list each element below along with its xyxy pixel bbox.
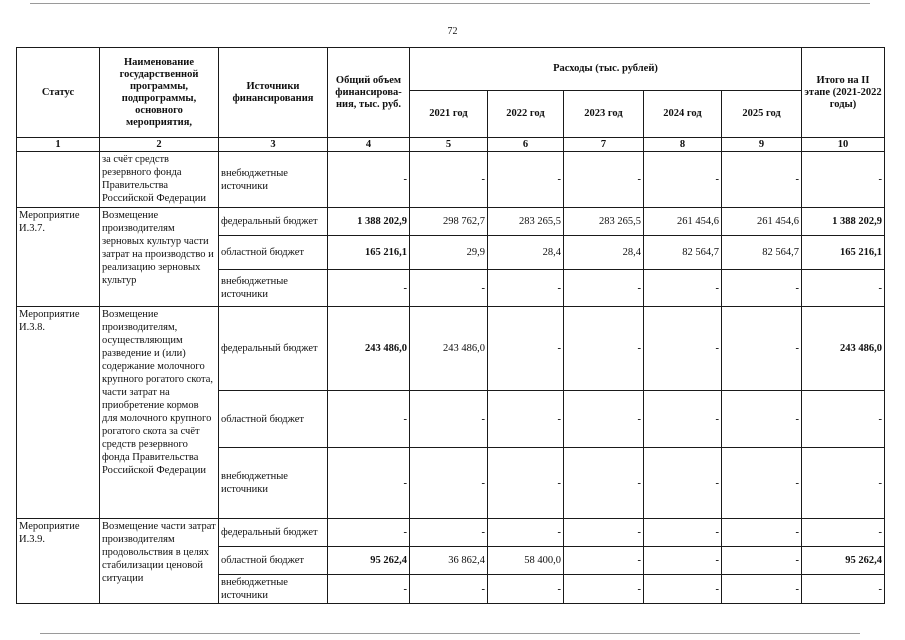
stage-total-cell: -: [802, 575, 885, 604]
year-value-cell: 29,9: [410, 236, 488, 270]
funding-source-cell: федеральный бюджет: [219, 307, 328, 391]
funding-source-cell: федеральный бюджет: [219, 519, 328, 547]
year-value-cell: 28,4: [488, 236, 564, 270]
funding-source-cell: федеральный бюджет: [219, 208, 328, 236]
activity-name-cell: Возмещение части затрат производителям продовольствия в целях стабилизации ценовой ситуации: [100, 519, 219, 604]
year-value-cell: -: [644, 448, 722, 519]
table-row: [17, 519, 885, 547]
page-number: 72: [447, 26, 458, 37]
column-number: 7: [564, 138, 644, 152]
column-number: 10: [802, 138, 885, 152]
year-value-cell: -: [564, 575, 644, 604]
scan-artifact-bottom: [40, 633, 860, 634]
header-name: Наименование государственной программы, подпрограммы, основного мероприятия,: [100, 48, 219, 138]
year-value-cell: 58 400,0: [488, 547, 564, 575]
table-row: [17, 152, 885, 208]
total-volume-cell: 243 486,0: [328, 307, 410, 391]
year-value-cell: -: [722, 575, 802, 604]
year-value-cell: -: [564, 152, 644, 208]
stage-total-cell: 165 216,1: [802, 236, 885, 270]
stage-total-cell: -: [802, 270, 885, 307]
status-cell: Мероприятие И.3.9.: [17, 519, 100, 604]
year-value-cell: -: [644, 575, 722, 604]
year-value-cell: -: [644, 152, 722, 208]
total-volume-cell: -: [328, 270, 410, 307]
header-year: 2022 год: [488, 91, 564, 138]
total-volume-cell: -: [328, 391, 410, 448]
total-volume-cell: 95 262,4: [328, 547, 410, 575]
status-cell: Мероприятие И.3.8.: [17, 307, 100, 519]
column-number-row: [17, 138, 885, 152]
stage-total-cell: -: [802, 391, 885, 448]
year-value-cell: -: [410, 575, 488, 604]
status-cell: Мероприятие И.3.7.: [17, 208, 100, 307]
year-value-cell: 261 454,6: [644, 208, 722, 236]
stage-total-cell: 243 486,0: [802, 307, 885, 391]
header-year: 2021 год: [410, 91, 488, 138]
year-value-cell: -: [488, 391, 564, 448]
total-volume-cell: 1 388 202,9: [328, 208, 410, 236]
scan-artifact-top: [30, 3, 870, 4]
year-value-cell: -: [564, 307, 644, 391]
total-volume-cell: -: [328, 519, 410, 547]
header-expenses: Расходы (тыс. рублей): [410, 48, 802, 91]
status-cell: [17, 152, 100, 208]
year-value-cell: 243 486,0: [410, 307, 488, 391]
year-value-cell: -: [644, 307, 722, 391]
year-value-cell: 28,4: [564, 236, 644, 270]
table-body: [17, 152, 885, 604]
column-number: 2: [100, 138, 219, 152]
funding-source-cell: внебюджетные источники: [219, 152, 328, 208]
funding-source-cell: внебюджетные источники: [219, 448, 328, 519]
year-value-cell: -: [564, 448, 644, 519]
year-value-cell: -: [644, 391, 722, 448]
funding-source-cell: областной бюджет: [219, 391, 328, 448]
total-volume-cell: -: [328, 152, 410, 208]
stage-total-cell: -: [802, 448, 885, 519]
year-value-cell: 82 564,7: [644, 236, 722, 270]
column-number: 3: [219, 138, 328, 152]
activity-name-cell: Возмещение производителям, осуществляющим разведение и (или) содержание молочного крупного рогатого скота, части затрат на приобретение кормов для молочного крупного рогатого скота за счёт средств резервного фонда Правительства Российской Федерации: [100, 307, 219, 519]
year-value-cell: -: [488, 575, 564, 604]
year-value-cell: -: [722, 391, 802, 448]
year-value-cell: -: [564, 547, 644, 575]
year-value-cell: -: [488, 270, 564, 307]
header-sources: Источники финансирования: [219, 48, 328, 138]
total-volume-cell: 165 216,1: [328, 236, 410, 270]
year-value-cell: 283 265,5: [564, 208, 644, 236]
total-volume-cell: -: [328, 448, 410, 519]
year-value-cell: -: [644, 519, 722, 547]
activity-name-cell: за счёт средств резервного фонда Правительства Российской Федерации: [100, 152, 219, 208]
funding-source-cell: внебюджетные источники: [219, 575, 328, 604]
stage-total-cell: -: [802, 152, 885, 208]
stage-total-cell: 1 388 202,9: [802, 208, 885, 236]
year-value-cell: -: [410, 152, 488, 208]
header-year: 2023 год: [564, 91, 644, 138]
year-value-cell: -: [488, 307, 564, 391]
year-value-cell: -: [410, 519, 488, 547]
activity-name-cell: Возмещение производителям зерновых культур части затрат на производство и реализацию зерновых культур: [100, 208, 219, 307]
year-value-cell: -: [644, 270, 722, 307]
year-value-cell: -: [410, 391, 488, 448]
funding-source-cell: внебюджетные источники: [219, 270, 328, 307]
table-row: [17, 208, 885, 236]
year-value-cell: -: [564, 519, 644, 547]
table-row: [17, 307, 885, 391]
header-year: 2024 год: [644, 91, 722, 138]
column-number: 9: [722, 138, 802, 152]
year-value-cell: -: [722, 307, 802, 391]
year-value-cell: 298 762,7: [410, 208, 488, 236]
year-value-cell: 261 454,6: [722, 208, 802, 236]
budget-table: [16, 47, 885, 604]
year-value-cell: -: [722, 519, 802, 547]
year-value-cell: -: [722, 547, 802, 575]
column-number: 4: [328, 138, 410, 152]
year-value-cell: 82 564,7: [722, 236, 802, 270]
column-number: 1: [17, 138, 100, 152]
funding-source-cell: областной бюджет: [219, 547, 328, 575]
year-value-cell: -: [722, 448, 802, 519]
year-value-cell: -: [410, 270, 488, 307]
stage-total-cell: -: [802, 519, 885, 547]
year-value-cell: 36 862,4: [410, 547, 488, 575]
header-stage-total: Итого на II этапе (2021-2022 годы): [802, 48, 885, 138]
header-total-volume: Общий объем финансирова-ния, тыс. руб.: [328, 48, 410, 138]
year-value-cell: -: [564, 391, 644, 448]
column-number: 6: [488, 138, 564, 152]
year-value-cell: -: [488, 519, 564, 547]
header-year: 2025 год: [722, 91, 802, 138]
year-value-cell: -: [488, 448, 564, 519]
year-value-cell: 283 265,5: [488, 208, 564, 236]
year-value-cell: -: [644, 547, 722, 575]
stage-total-cell: 95 262,4: [802, 547, 885, 575]
column-number: 5: [410, 138, 488, 152]
header-status: Статус: [17, 48, 100, 138]
year-value-cell: -: [410, 448, 488, 519]
column-number: 8: [644, 138, 722, 152]
total-volume-cell: -: [328, 575, 410, 604]
funding-source-cell: областной бюджет: [219, 236, 328, 270]
year-value-cell: -: [564, 270, 644, 307]
year-value-cell: -: [722, 152, 802, 208]
year-value-cell: -: [722, 270, 802, 307]
year-value-cell: -: [488, 152, 564, 208]
